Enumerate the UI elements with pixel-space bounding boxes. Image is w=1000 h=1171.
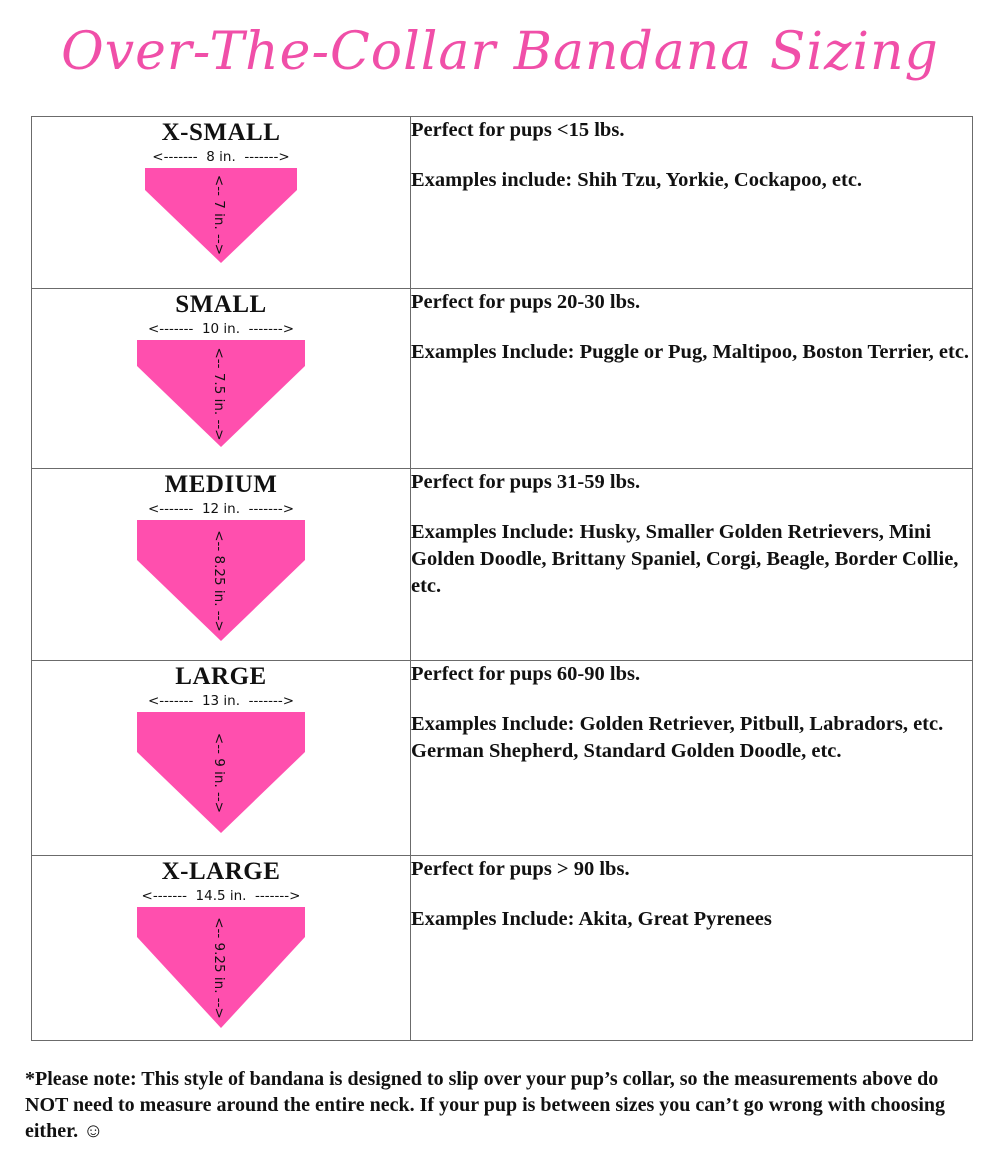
width-measurement: <------- 14.5 in. -------> — [141, 888, 301, 904]
size-row-medium — [32, 469, 973, 661]
size-name: X-LARGE — [161, 858, 281, 885]
breed-examples-text: Examples Include: Akita, Great Pyrenees — [411, 908, 772, 930]
breed-examples-text: Examples Include: Golden Retriever, Pitbull, Labradors, etc. German Shepherd, Standard Golden Doodle, etc. — [411, 713, 944, 762]
width-measurement: <------- 13 in. -------> — [147, 693, 295, 709]
breed-examples-text: Examples include: Shih Tzu, Yorkie, Cockapoo, etc. — [411, 169, 863, 191]
weight-range-text: Perfect for pups 20-30 lbs. — [411, 291, 641, 313]
description-cell — [411, 469, 973, 661]
size-name: SMALL — [175, 291, 267, 318]
size-cell — [32, 469, 411, 661]
weight-range-text: Perfect for pups 31-59 lbs. — [411, 471, 641, 493]
description-cell — [411, 856, 973, 1041]
size-cell — [32, 289, 411, 469]
size-name: LARGE — [175, 663, 267, 690]
size-row-xsmall — [32, 117, 973, 289]
bandana-diagram — [145, 168, 297, 264]
weight-range-text: Perfect for pups 60-90 lbs. — [411, 663, 641, 685]
breed-examples-text: Examples Include: Husky, Smaller Golden Retrievers, Mini Golden Doodle, Brittany Spaniel, Corgi, Beagle, Border Collie, etc. — [411, 521, 959, 597]
bandana-diagram — [137, 712, 305, 834]
weight-range-text: Perfect for pups > 90 lbs. — [411, 858, 630, 880]
length-measurement: <-- 7.5 in. --> — [211, 347, 227, 441]
size-chart-table — [31, 116, 973, 1041]
page-title: Over-The-Collar Bandana Sizing — [61, 22, 939, 82]
length-measurement: <-- 9 in. --> — [211, 732, 227, 814]
width-measurement: <------- 8 in. -------> — [152, 149, 290, 165]
size-row-small — [32, 289, 973, 469]
length-measurement: <-- 9.25 in. --> — [211, 917, 227, 1019]
length-measurement: <-- 7 in. --> — [211, 174, 227, 256]
weight-range-text: Perfect for pups <15 lbs. — [411, 119, 625, 141]
bandana-diagram — [137, 340, 305, 448]
size-cell — [32, 856, 411, 1041]
bandana-diagram — [137, 907, 305, 1029]
size-name: MEDIUM — [164, 471, 278, 498]
size-name: X-SMALL — [161, 119, 281, 146]
sizing-footnote: *Please note: This style of bandana is designed to slip over your pup’s collar, so the measurements above do NOT need to measure around the entire neck. If your pup is between sizes you can’t go wrong with choosing either. ☺ — [25, 1068, 946, 1142]
size-cell — [32, 661, 411, 856]
description-cell — [411, 661, 973, 856]
size-cell — [32, 117, 411, 289]
size-row-xlarge — [32, 856, 973, 1041]
description-cell — [411, 117, 973, 289]
size-row-large — [32, 661, 973, 856]
bandana-diagram — [137, 520, 305, 642]
width-measurement: <------- 10 in. -------> — [147, 321, 295, 337]
width-measurement: <------- 12 in. -------> — [147, 501, 295, 517]
length-measurement: <-- 8.25 in. --> — [211, 530, 227, 632]
description-cell — [411, 289, 973, 469]
breed-examples-text: Examples Include: Puggle or Pug, Maltipoo, Boston Terrier, etc. — [411, 341, 970, 363]
